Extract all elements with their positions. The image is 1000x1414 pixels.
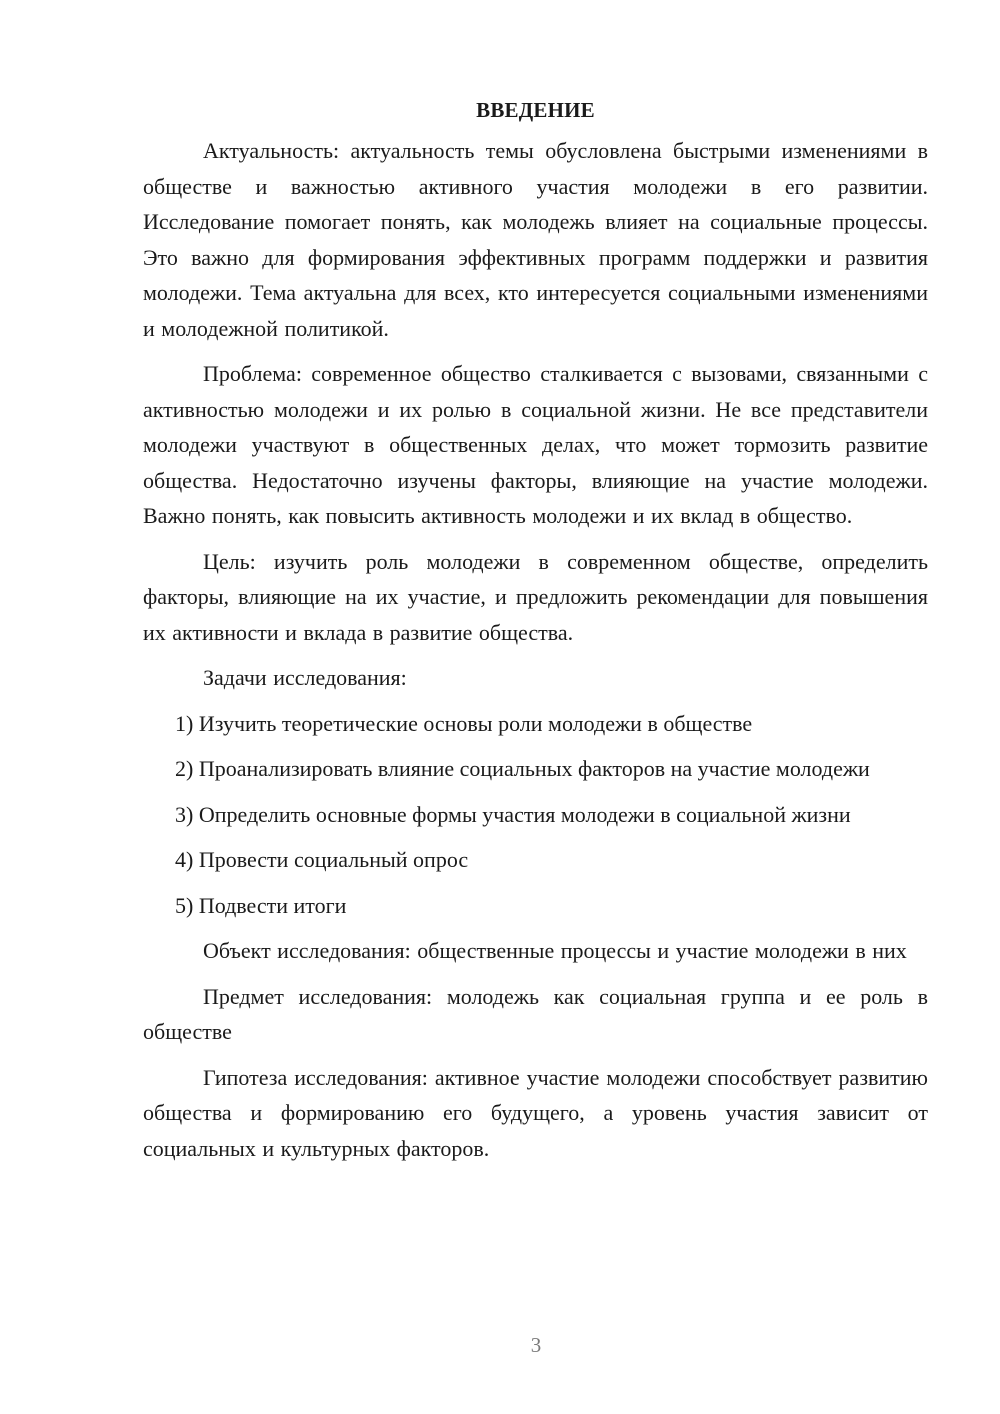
task-item-1: 1) Изучить теоретические основы роли молодежи в обществе (175, 710, 753, 736)
task-item-4: 4) Провести социальный опрос (175, 847, 469, 872)
object-paragraph: Объект исследования: общественные процессы и участие молодежи в них (203, 938, 907, 963)
document-page (143, 95, 928, 1176)
task-item-5: 5) Подвести итоги (175, 892, 347, 918)
page-number: 3 (530, 1333, 542, 1357)
task-item-3: 3) Определить основные формы участия молодежи в социальной жизни (175, 801, 851, 827)
task-item-2: 2) Проанализировать влияние социальных факторов на участие молодежи (175, 756, 870, 781)
problem-paragraph: Проблема: современное общество сталкивается с вызовами, связанными с активностью молодежи и их ролью в социальной жизни. Не все представители молодежи участвуют в общественных делах, что может тормозить развитие общества. Недостаточно изучены факторы, влияющие на участие молодежи. Важно понять, как повысить активность молодежи и их вклад в общество. (143, 361, 928, 528)
tasks-heading: Задачи исследования: (203, 665, 407, 690)
goal-paragraph: Цель: изучить роль молодежи в современном обществе, определить факторы, влияющие на их участие, и предложить рекомендации для повышения их активности и вклада в развитие общества. (143, 548, 928, 645)
section-heading: ВВЕДЕНИЕ (476, 98, 595, 122)
hypothesis-paragraph: Гипотеза исследования: активное участие молодежи способствует развитию общества и формированию его будущего, а уровень участия зависит от социальных и культурных факторов. (143, 1064, 928, 1161)
relevance-paragraph: Актуальность: актуальность темы обусловлена быстрыми изменениями в обществе и важностью активного участия молодежи в его развитии. Исследование помогает понять, как молодежь влияет на социальные процессы. Это важно для формирования эффективных программ поддержки и развития молодежи. Тема актуальна для всех, кто интересуется социальными изменениями и молодежной политикой. (143, 138, 928, 341)
subject-paragraph: Предмет исследования: молодежь как социальная группа и ее роль в обществе (143, 983, 928, 1044)
